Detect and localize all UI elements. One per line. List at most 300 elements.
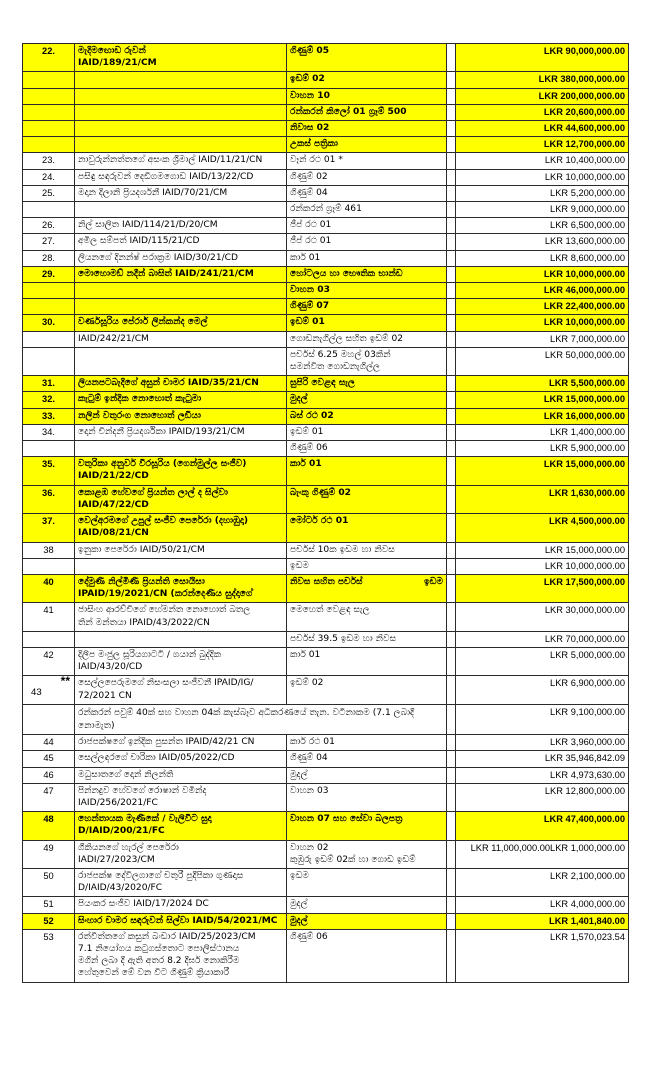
name-reference-cell <box>75 234 287 250</box>
asset-description-cell <box>287 153 447 169</box>
table-row <box>23 88 629 104</box>
column-gap <box>447 558 456 574</box>
row-number-cell <box>23 202 75 218</box>
text-line: ලියනපටබැදිගේ අසුන් චාමර IAID/35/21/CN <box>78 378 259 389</box>
table-row <box>23 868 629 896</box>
value-cell: LKR 1,400,000.00 <box>456 424 629 440</box>
merged-note-cell <box>75 704 447 734</box>
text-line: වාහන 03 <box>290 785 329 796</box>
text-line: මෙහෙත් වෙළඳ සැල <box>290 605 370 616</box>
row-number-cell <box>23 88 75 104</box>
text-line: අමිල සම්පත් IAID/115/21/CD <box>78 236 200 247</box>
text-line: IADI/27/2023/CM <box>78 854 155 865</box>
table-row <box>23 169 629 185</box>
column-gap <box>447 104 456 120</box>
text-line: වතුරිකා අනුවර් විරසූරිය (ගෙන්මුල්ල සංජීව) <box>78 459 247 470</box>
asset-description-cell <box>287 767 447 783</box>
text-line: මුදල් <box>290 915 308 926</box>
asset-description-cell <box>287 424 447 440</box>
value-cell: LKR 4,973,630.00 <box>456 767 629 783</box>
asset-description-cell <box>287 169 447 185</box>
table-row <box>23 218 629 234</box>
value-cell: LKR 5,900,000.00 <box>456 441 629 457</box>
row-number: 43 <box>31 687 42 699</box>
row-number-cell <box>23 631 75 647</box>
row-number-cell: 28. <box>23 250 75 266</box>
column-gap <box>447 392 456 408</box>
text-line: වාහන 10 <box>290 90 330 101</box>
name-reference-cell <box>75 104 287 120</box>
column-gap <box>447 457 456 485</box>
text-line: නාවුරුන්නත්තගේ අසංක ශ්‍රීමාල් IAID/11/21/CN <box>78 155 263 166</box>
name-reference-cell <box>75 751 287 767</box>
name-reference-cell <box>75 315 287 331</box>
asset-description-cell <box>287 88 447 104</box>
table-row <box>23 234 629 250</box>
column-gap <box>447 704 456 734</box>
text-line: පසිඳු සඳරුවන් දෙඩිගමගොඩ IAID/13/22/CD <box>78 171 254 182</box>
table-row <box>23 408 629 424</box>
text-line: IAID/21/22/CD <box>78 471 149 482</box>
name-reference-cell <box>75 408 287 424</box>
value-cell: LKR 9,100,000.00 <box>456 704 629 734</box>
asset-description-cell <box>287 647 447 675</box>
value-cell: LKR 90,000,000.00 <box>456 44 629 72</box>
name-reference-cell <box>75 331 287 347</box>
name-reference-cell <box>75 202 287 218</box>
row-number-cell: 35. <box>23 457 75 485</box>
column-gap <box>447 897 456 913</box>
column-gap <box>447 218 456 234</box>
name-reference-cell <box>75 266 287 282</box>
value-cell: LKR 22,400,000.00 <box>456 299 629 315</box>
text-line: D/IAID/200/21/FC <box>78 826 165 837</box>
name-reference-cell <box>75 735 287 751</box>
row-number-cell: 27. <box>23 234 75 250</box>
text-line: නිවස සහිත පර්චස් <box>290 576 363 587</box>
column-gap <box>447 574 456 602</box>
column-gap <box>447 153 456 169</box>
column-gap <box>447 424 456 440</box>
column-gap <box>447 202 456 218</box>
value-cell: LKR 10,000,000.00 <box>456 558 629 574</box>
value-cell: LKR 47,400,000.00 <box>456 812 629 840</box>
value-cell: LKR 2,100,000.00 <box>456 868 629 896</box>
text-line: ඉඩම <box>290 560 309 571</box>
name-reference-cell <box>75 88 287 104</box>
table-row <box>23 767 629 783</box>
text-line: වෑන් රථ 01 * <box>290 155 343 166</box>
text-line: හේතුවෙන් මේ වන විට ගිණුම් ක්‍රියාකාරී <box>78 968 230 979</box>
name-reference-cell <box>75 929 287 982</box>
text-line: සිංහාර චාමර සඳරුවන් සිල්වා IAID/54/2021/MC <box>78 915 278 926</box>
table-row <box>23 913 629 929</box>
name-reference-cell <box>75 121 287 137</box>
asset-description-cell <box>287 202 447 218</box>
row-number-cell: 33. <box>23 408 75 424</box>
row-number-cell: 53 <box>23 929 75 982</box>
row-number-cell: 32. <box>23 392 75 408</box>
text-line: ජීප් රථ 01 <box>290 220 332 231</box>
text-line: පර්චස් 10ක ඉඩම හා නිවස <box>290 544 395 555</box>
name-reference-cell <box>75 840 287 868</box>
asset-description-cell <box>287 104 447 120</box>
table-row <box>23 812 629 840</box>
asset-description-cell <box>287 631 447 647</box>
name-reference-cell <box>75 137 287 153</box>
asset-description-cell <box>287 72 447 88</box>
row-number-cell: 44 <box>23 735 75 751</box>
table-row <box>23 392 629 408</box>
table-row <box>23 676 629 704</box>
text-line: වාහන 03 <box>290 285 330 296</box>
text-line: කාර් 01 <box>290 459 322 470</box>
text-line: මැදිමඟොඩ රුවන් <box>78 46 146 56</box>
name-reference-cell <box>75 558 287 574</box>
text-line: ලියනගේ දිනන්ෂ් පරාක්‍රම IAID/30/21/CD <box>78 252 239 263</box>
asset-description-cell <box>287 218 447 234</box>
table-row <box>23 631 629 647</box>
column-gap <box>447 812 456 840</box>
value-line: LKR 11,000,000.00 <box>470 842 551 853</box>
text-line: සෙල්ලඳරගේ චාරිකා IAID/05/2022/CD <box>78 753 235 764</box>
value-cell: LKR 15,000,000.00 <box>456 542 629 558</box>
text-line: ඉඩම <box>290 870 309 881</box>
value-cell: LKR 35,946,842.09 <box>456 751 629 767</box>
text-line: රන්කරන් ග්‍රෑම් 461 <box>290 204 362 215</box>
row-number-cell: 46 <box>23 767 75 783</box>
text-line: IAID/47/22/CD <box>78 499 149 510</box>
asset-description-cell <box>287 234 447 250</box>
text-line: ගිණුම් 02 <box>290 171 328 182</box>
row-number-cell: 38 <box>23 542 75 558</box>
table-row <box>23 704 629 734</box>
asset-description-cell <box>287 283 447 299</box>
row-number-cell: 36. <box>23 485 75 513</box>
table-row <box>23 202 629 218</box>
column-gap <box>447 121 456 137</box>
value-cell: LKR 12,700,000.00 <box>456 137 629 153</box>
name-reference-cell <box>75 153 287 169</box>
text-line: සුපිරි වෙළඳ සැල <box>290 378 355 389</box>
name-reference-cell <box>75 392 287 408</box>
asset-description-cell <box>287 441 447 457</box>
text-line: ඉනුකා පෙරේරා IAID/50/21/CM <box>78 544 205 555</box>
value-cell: LKR 5,500,000.00 <box>456 376 629 392</box>
asterisk-marker: ** <box>60 675 70 689</box>
column-gap <box>447 408 456 424</box>
column-gap <box>447 44 456 72</box>
text-line: කුඹුරු ඉඩම් 02ක් හා ගොඩ ඉඩම් <box>290 854 416 865</box>
table-row <box>23 542 629 558</box>
text-line: වාහන 02 <box>290 842 329 853</box>
text-line: මෝටර් රථ 01 <box>290 516 349 527</box>
text-line: රාජපක්ෂගේ ඉන්දික පුසන්ත IPAID/42/21 CN <box>78 737 255 748</box>
value-cell: LKR 8,600,000.00 <box>456 250 629 266</box>
text-line: ගිණුම් 06 <box>290 443 328 454</box>
row-number-cell: 50 <box>23 868 75 896</box>
row-number-cell: 52 <box>23 913 75 929</box>
column-gap <box>447 631 456 647</box>
column-gap <box>447 331 456 347</box>
column-gap <box>447 250 456 266</box>
asset-description-cell <box>287 897 447 913</box>
row-number-cell: 49 <box>23 840 75 868</box>
value-cell: LKR 9,000,000.00 <box>456 202 629 218</box>
text-line: උකස් පත්‍රිකා <box>290 139 338 150</box>
value-cell: LKR 20,600,000.00 <box>456 104 629 120</box>
row-number-cell: 26. <box>23 218 75 234</box>
asset-description-cell <box>287 331 447 347</box>
asset-description-cell <box>287 676 447 704</box>
column-gap <box>447 234 456 250</box>
column-gap <box>447 676 456 704</box>
value-line: LKR 1,000,000.00 <box>550 842 625 853</box>
asset-description-cell <box>287 574 447 602</box>
table-row <box>23 44 629 72</box>
text-line: මොහොමඩ් නදීන් බාසිත් IAID/241/21/CM <box>78 268 254 279</box>
text-line: 72/2021 CN <box>78 690 132 701</box>
name-reference-cell <box>75 218 287 234</box>
text-line: ගොඩනැගිල්ල සහිත ඉඩම් 02 <box>290 333 404 344</box>
text-line: ජීප් රථ 01 <box>290 236 332 247</box>
table-row <box>23 266 629 282</box>
column-gap <box>447 266 456 282</box>
column-gap <box>447 137 456 153</box>
text-line: හෙන්තායක මැණිකේ / වැලිවිට සුදා <box>78 814 212 825</box>
table-row <box>23 72 629 88</box>
table-row <box>23 250 629 266</box>
value-cell: LKR 50,000,000.00 <box>456 347 629 375</box>
value-cell: LKR 200,000,000.00 <box>456 88 629 104</box>
value-cell: LKR 70,000,000.00 <box>456 631 629 647</box>
text-line: මදාන දිලානි ප්‍රියදර්ශනී IAID/70/21/CM <box>78 187 228 198</box>
table-row <box>23 751 629 767</box>
row-number-cell: 47 <box>23 783 75 811</box>
row-number-cell: 31. <box>23 376 75 392</box>
row-number-cell <box>23 72 75 88</box>
row-number-cell: 22. <box>23 44 75 72</box>
name-reference-cell <box>75 812 287 840</box>
row-number-cell <box>23 331 75 347</box>
asset-description-cell <box>287 514 447 542</box>
text-line: ජාසිංහ ආරච්චිගේ හේමන්ත නොහොත් බතල <box>78 605 251 616</box>
asset-description-cell <box>287 299 447 315</box>
row-number-cell <box>23 704 75 734</box>
asset-description-cell <box>287 751 447 767</box>
asset-description-cell <box>287 603 447 631</box>
value-cell: LKR 15,000,000.00 <box>456 392 629 408</box>
table-row <box>23 897 629 913</box>
name-reference-cell <box>75 767 287 783</box>
asset-description-cell <box>287 392 447 408</box>
text-line: නිවාස 02 <box>290 123 330 134</box>
text-line: ඉඩම් 01 <box>290 426 324 437</box>
value-cell: LKR 15,000,000.00 <box>456 457 629 485</box>
text-line: හෝටලය හා භෞතික භාන්ඩ <box>290 268 403 279</box>
asset-description-cell <box>287 250 447 266</box>
column-gap <box>447 929 456 982</box>
column-gap <box>447 347 456 375</box>
asset-description-cell <box>287 185 447 201</box>
row-number-cell <box>23 283 75 299</box>
text-line: කොළඹ හේවගේ ප්‍රියන්ත ලාල් ද සිල්වා <box>78 487 229 498</box>
column-gap <box>447 783 456 811</box>
text-line: D/IAID/43/2020/FC <box>78 883 163 894</box>
text-line: ගිණුම් 04 <box>290 187 328 198</box>
table-row <box>23 331 629 347</box>
table-row <box>23 376 629 392</box>
name-reference-cell <box>75 283 287 299</box>
column-gap <box>447 647 456 675</box>
row-number-cell <box>23 676 75 704</box>
value-cell: LKR 44,600,000.00 <box>456 121 629 137</box>
asset-description-cell <box>287 485 447 513</box>
table-row <box>23 121 629 137</box>
text-line: IAID/256/2021/FC <box>78 797 158 808</box>
name-reference-cell <box>75 631 287 647</box>
asset-description-cell <box>287 913 447 929</box>
text-line: බස් රථ 02 <box>290 410 334 421</box>
name-reference-cell <box>75 574 287 602</box>
text-line: පර්චස් 39.5 ඉඩම හා නිවස <box>290 633 397 644</box>
name-reference-cell <box>75 169 287 185</box>
text-line: ගිණුම් 07 <box>290 301 330 312</box>
text-line: ගිණුම් 04 <box>290 753 328 764</box>
table-row <box>23 485 629 513</box>
row-number-cell <box>23 441 75 457</box>
name-reference-cell <box>75 603 287 631</box>
text-line: ඉඩම <box>424 576 443 587</box>
row-number-cell: 29. <box>23 266 75 282</box>
value-cell <box>456 840 629 868</box>
row-number-cell: 25. <box>23 185 75 201</box>
text-line: නිල් සාලිත IAID/114/21/D/20/CM <box>78 220 218 231</box>
asset-description-cell <box>287 783 447 811</box>
table-row <box>23 840 629 868</box>
name-reference-cell <box>75 897 287 913</box>
asset-description-cell <box>287 347 447 375</box>
value-cell: LKR 13,600,000.00 <box>456 234 629 250</box>
row-number-cell: 45 <box>23 751 75 767</box>
column-gap <box>447 283 456 299</box>
text-line: රාජපක්ෂ දේවිලගාගේ චතුරී පුදීපිකා ගුණදාස <box>78 870 244 881</box>
value-cell: LKR 3,960,000.00 <box>456 735 629 751</box>
table-row <box>23 783 629 811</box>
asset-description-cell <box>287 408 447 424</box>
value-cell: LKR 10,000,000.00 <box>456 169 629 185</box>
name-reference-cell <box>75 783 287 811</box>
asset-description-cell <box>287 315 447 331</box>
text-line: මුදල් <box>290 899 308 910</box>
text-line: දොන් චින්දනී ප්‍රියදර්ශිකා IPAID/193/21/CM <box>78 426 245 437</box>
asset-description-cell <box>287 929 447 982</box>
text-line: ඉඩම් 02 <box>290 74 325 85</box>
text-line: රන්කරන් කිලෝ 01 ග්‍රෑම් 500 <box>290 106 407 117</box>
text-line: IAID/08/21/CN <box>78 528 149 539</box>
name-reference-cell <box>75 185 287 201</box>
name-reference-cell <box>75 913 287 929</box>
column-gap <box>447 441 456 457</box>
table-row <box>23 441 629 457</box>
column-gap <box>447 376 456 392</box>
asset-description-cell <box>287 121 447 137</box>
asset-description-cell <box>287 840 447 868</box>
value-cell: LKR 1,570,023.54 <box>456 929 629 982</box>
table-row <box>23 347 629 375</box>
table-row <box>23 574 629 602</box>
text-line: සමන්විත ගොඩනැගිල්ල <box>290 362 380 373</box>
row-number-cell: 42 <box>23 647 75 675</box>
text-line: ඉඩම් 02 <box>290 678 324 689</box>
text-line: මගින් ලබා දී ඇති අතර 8.2 දීර්ඝ නොකිරීම <box>78 956 240 967</box>
row-number-cell: 34. <box>23 424 75 440</box>
text-line: නලින් වතුරංග නොහොත් ලඩියා <box>78 410 201 421</box>
column-gap <box>447 185 456 201</box>
name-reference-cell <box>75 647 287 675</box>
row-number-cell <box>23 558 75 574</box>
name-reference-cell <box>75 299 287 315</box>
table-row <box>23 153 629 169</box>
name-reference-cell <box>75 542 287 558</box>
table-row <box>23 424 629 440</box>
name-reference-cell <box>75 347 287 375</box>
text-line: කාර් 01 <box>290 649 321 660</box>
value-cell: LKR 30,000,000.00 <box>456 603 629 631</box>
asset-description-cell <box>287 266 447 282</box>
table-row <box>23 315 629 331</box>
asset-spread <box>290 576 443 588</box>
name-reference-cell <box>75 424 287 440</box>
table-row <box>23 735 629 751</box>
table-row <box>23 185 629 201</box>
value-cell: LKR 6,500,000.00 <box>456 218 629 234</box>
column-gap <box>447 735 456 751</box>
column-gap <box>447 913 456 929</box>
name-reference-cell <box>75 676 287 704</box>
text-line: දේමුණි නිල්මිණි ප්‍රියන්ති සොයිසා <box>78 576 205 587</box>
value-cell: LKR 7,000,000.00 <box>456 331 629 347</box>
name-reference-cell <box>75 376 287 392</box>
name-reference-cell <box>75 514 287 542</box>
text-line: IAID/43/20/CD <box>78 662 143 673</box>
table-row <box>23 603 629 631</box>
asset-description-cell <box>287 457 447 485</box>
row-number-cell: 24. <box>23 169 75 185</box>
value-cell: LKR 4,500,000.00 <box>456 514 629 542</box>
name-reference-cell <box>75 868 287 896</box>
text-line: 7.1 නියෝගය කටුගස්තොට පොලිස්ථානය <box>78 943 240 954</box>
table-row <box>23 558 629 574</box>
name-reference-cell <box>75 44 287 72</box>
row-number-cell <box>23 347 75 375</box>
text-line: රන්කරන් පවුම් 40ක් සහ වාහන 04ක් කැස්බෑව අධිකරණයේ තැන. වටිනාකම (7.1 ලබාදී නොමැත) <box>78 707 415 731</box>
text-line: IAID/189/21/CM <box>78 58 157 69</box>
row-number-cell <box>23 137 75 153</box>
table-row <box>23 104 629 120</box>
table-row <box>23 137 629 153</box>
asset-description-cell <box>287 542 447 558</box>
table-row <box>23 457 629 485</box>
row-number-cell: 30. <box>23 315 75 331</box>
text-line: වාහන 07 සහ සේවා බලපත්‍ර <box>290 814 403 825</box>
column-gap <box>447 485 456 513</box>
text-line: පර්චස් 6.25 මහල් 03කින් <box>290 349 391 360</box>
column-gap <box>447 751 456 767</box>
column-gap <box>447 840 456 868</box>
value-cell: LKR 10,000,000.00 <box>456 315 629 331</box>
value-cell: LKR 4,000,000.00 <box>456 897 629 913</box>
